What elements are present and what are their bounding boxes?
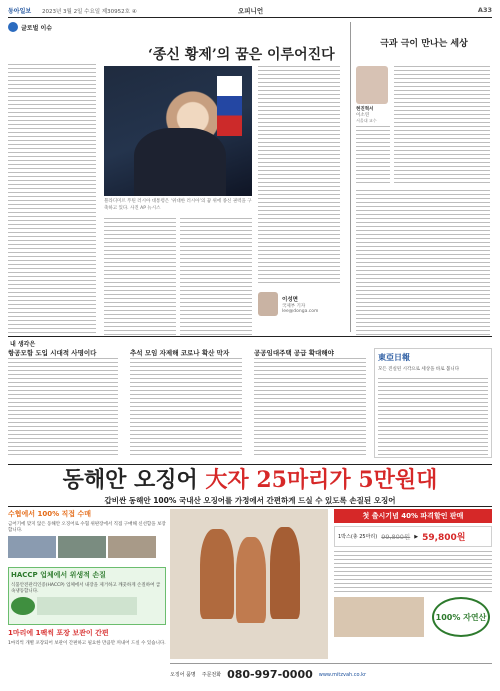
right-title: 극과 극이 만나는 세상 (380, 39, 468, 49)
squid-2 (236, 537, 266, 623)
ad-headline: 동해안 오징어 大자 25마리가 5만원대 (62, 467, 438, 493)
flag-icon (217, 76, 242, 136)
small-ad: 東亞日報 모든 진실된 시각으로 세상을 바로 봅니다 (374, 348, 492, 458)
squid-1 (200, 529, 234, 619)
right-column (356, 22, 492, 352)
right-text-left (356, 126, 390, 186)
photo-caption: 블라디미르 푸틴 러시아 대통령은 ‘위대한 러시아’의 꿈 위에 종신 권력을 구축하고 있다. 사진 AP 뉴시스 (104, 199, 252, 211)
squid-3 (270, 527, 300, 619)
body-text-col1 (8, 64, 96, 336)
body-text-col4 (258, 66, 340, 286)
letters-section (8, 348, 368, 462)
letter-title-1: 항공모함 도입 시대적 사명이다 (8, 349, 97, 357)
main-column (8, 22, 346, 352)
header-rule (8, 17, 492, 18)
price-details (334, 551, 492, 593)
arrow-icon: ▶ (414, 533, 419, 540)
section-band-label: 내 생각은 (10, 341, 36, 348)
squid-advertisement (8, 467, 492, 687)
boat-photo (108, 536, 156, 558)
old-price: 99,800원 (381, 533, 411, 541)
section-rule (8, 336, 492, 337)
body-text-col3 (180, 218, 252, 336)
column-label: 글로벌 이슈 (8, 22, 52, 32)
factory-photo (37, 597, 137, 615)
column-divider (350, 22, 351, 332)
right-author-photo (356, 66, 388, 104)
right-text-top (394, 66, 490, 186)
order-website[interactable]: www.mitzvah.co.kr (318, 671, 367, 678)
letter-title-3: 공공임대주택 공급 확대해야 (254, 349, 334, 357)
byline: 이성면 국제부 기자 lee@donga.com (258, 292, 340, 316)
port-photo (8, 536, 56, 558)
date-line: 2023년 3월 2일 수요일 제30952호 ④ (42, 9, 137, 15)
ad-price-panel (334, 509, 492, 685)
promo-banner: 첫 출시기념 40% 파격할인 판매 (334, 509, 492, 523)
right-author: 현진혁서 이소연 서울대 교수 (356, 66, 390, 124)
section-name: 오피니언 (238, 7, 264, 15)
page-header (8, 6, 492, 16)
letter-title-2: 추석 모임 자제해 코로나 확산 막자 (130, 349, 230, 357)
letter-body-2 (130, 358, 242, 458)
price-box: 1박스(총 25마리) 99,800원 ▶ 59,800원 (334, 526, 492, 547)
pack-photo (334, 597, 424, 637)
main-title: ‘종신 황제’의 꿈은 이루어진다 (148, 47, 335, 63)
ad-bullet-1: 수협에서 100% 직접 수매 금어기에 맞지 않은 동해안 오징어로 수협 위판장에서 직접 구매해 신선함을 보장합니다. (8, 509, 166, 567)
author-avatar (258, 292, 278, 316)
masthead: 동아일보 (8, 8, 32, 15)
squid-photo (170, 509, 328, 659)
putin-photo (104, 66, 252, 196)
letter-body-3 (254, 358, 366, 458)
ad-bullet-3: 1마리에 1팩씩 포장 보관이 간편 1마리씩 개별 포장되어 보관이 간편하고 필요한 만큼만 꺼내어 드실 수 있습니다. (8, 629, 166, 646)
natural-stamp: 100% 자연산 (432, 597, 490, 637)
fisher-photo (58, 536, 106, 558)
ad-bullets (8, 509, 166, 685)
ad-bullet-2: HACCP 업체에서 위생적 손질 식품안전관리인증(HACCP) 업체에서 내장을 제거하고 깨끗하게 손질하여 급속냉동합니다. (8, 567, 166, 625)
body-text-col2 (104, 218, 176, 336)
suit-shape (134, 128, 226, 196)
ad-footer: 오징어 품명 주문전화 080-997-0000 www.mitzvah.co.kr (170, 663, 492, 685)
new-price: 59,800원 (422, 533, 466, 543)
page-number: A33 (477, 6, 492, 14)
haccp-badge-icon (11, 597, 35, 615)
order-phone[interactable]: 080-997-0000 (227, 668, 313, 681)
right-text-bottom (356, 190, 490, 338)
ad-subhead: 갑비싼 동해안 100% 국내산 오징어를 가정에서 간편하게 드실 수 있도록 손질된 오징어 (104, 496, 396, 505)
globe-icon (8, 22, 18, 32)
ad-rule (8, 464, 492, 465)
small-ad-body (378, 378, 488, 456)
letter-body-1 (8, 358, 118, 458)
ad-sub-rule (8, 506, 492, 507)
